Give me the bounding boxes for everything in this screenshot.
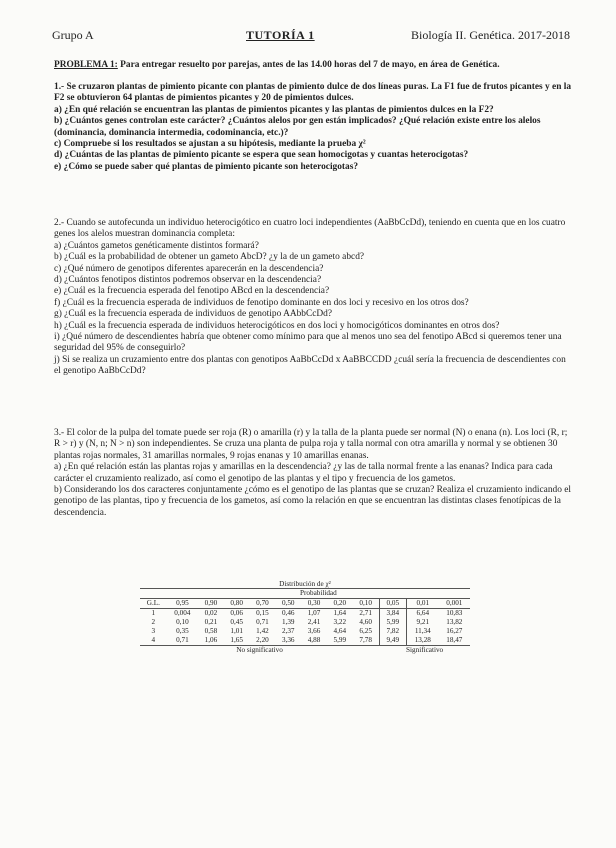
chi-value-cell: 6,25 xyxy=(359,627,372,635)
q1-e: e) ¿Cómo se puede saber qué plantas de pimiento picante son heterocigotas? xyxy=(54,161,359,172)
q1-d: d) ¿Cuántas de las plantas de pimiento picante se espera que sean homocigotas y cuantas heterocigotas? xyxy=(54,150,469,161)
chi-prob-header: 0,95 xyxy=(176,599,189,607)
chi-value-cell: 11,34 xyxy=(414,627,431,635)
chi-value-cell: 0,45 xyxy=(230,618,243,626)
chi-value-cell: 3,66 xyxy=(307,627,321,635)
chi-value-cell: 9,49 xyxy=(379,636,406,646)
chi-value-cell: 9,21 xyxy=(416,618,430,626)
chi-value-cell: 0,10 xyxy=(176,618,189,626)
problem-instructions: Para entregar resuelto por parejas, antes de las 14.00 horas del 7 de mayo, en área de Genética. xyxy=(120,60,500,70)
chi-value-cell: 5,99 xyxy=(333,636,347,644)
chi-value-cell: 1,42 xyxy=(256,627,269,635)
chi-df-value: 3 xyxy=(151,627,156,635)
chi-value-cell: 0,35 xyxy=(176,627,189,635)
chi-value-cell: 2,20 xyxy=(256,636,269,644)
chi-table-row xyxy=(140,627,470,636)
q2-intro: 2.- Cuando se autofecunda un individuo heterocigótico en cuatro loci independientes (AaBbCcDd), teniendo en cuenta que en los cuatro genes los alelos muestran dominancia completa: xyxy=(54,218,566,240)
chi-prob-header: 0,10 xyxy=(359,599,372,607)
chi-value-cell: 2,37 xyxy=(281,627,295,635)
chi-value-cell: 0,15 xyxy=(256,609,269,617)
chi-value-cell: 1,65 xyxy=(230,636,243,644)
chi-prob-label: Probabilidad xyxy=(299,589,337,597)
chi-value-cell: 0,06 xyxy=(230,609,243,617)
chi-table-row xyxy=(140,636,470,646)
chi-value-cell: 0,58 xyxy=(204,627,218,635)
q3-b: b) Considerando los dos caracteres conjuntamente ¿cómo es el genotipo de las plantas que se cruzan? Realiza el cruzamiento indicando el genotipo de las plantas, tipo y frecuencia de los gametos, así como la relación en que se encuentran las distintas clases fenotípicas de la descendencia. xyxy=(54,485,571,518)
chi-value-cell: 18,47 xyxy=(446,636,463,644)
chi-prob-header: 0,50 xyxy=(281,599,295,607)
chi-value-cell: 1,39 xyxy=(281,618,295,626)
problem-label: PROBLEMA 1: xyxy=(54,60,118,70)
group-label: Grupo A xyxy=(52,28,94,42)
chi-value-cell: 5,99 xyxy=(379,618,406,627)
chi-table-title: Distribución de χ² xyxy=(279,580,331,588)
chi-value-cell: 4,60 xyxy=(359,618,372,626)
chi-value-cell: 13,28 xyxy=(414,636,431,644)
chi-prob-header: 0,80 xyxy=(230,599,243,607)
chi-square-table xyxy=(140,580,470,655)
chi-prob-row xyxy=(140,599,470,609)
chi-value-cell: 16,27 xyxy=(446,627,463,635)
chi-value-cell: 1,06 xyxy=(204,636,218,644)
chi-prob-header: 0,001 xyxy=(446,599,463,607)
chi-value-cell: 1,64 xyxy=(333,609,347,617)
q3-a: a) ¿En qué relación están las plantas rojas y amarillas en la descendencia? ¿y las de talla normal frente a las enanas? Indica para cada carácter el cruzamiento realizado, así como el genotipo de las plantas y el tipo y frecuencia de los gametos. xyxy=(54,462,553,484)
q2-b: b) ¿Cuál es la probabilidad de obtener un gameto AbcD? ¿y la de un gameto abcd? xyxy=(54,252,365,263)
chi-prob-header: 0,01 xyxy=(416,599,430,607)
chi-value-cell: 13,82 xyxy=(446,618,463,626)
chi-value-cell: 3,36 xyxy=(281,636,295,644)
chi-value-cell: 6,64 xyxy=(416,609,430,617)
q1-c: c) Compruebe si los resultados se ajustan a su hipótesis, mediante la prueba χ² xyxy=(54,139,366,150)
chi-prob-header: 0,70 xyxy=(256,599,269,607)
chi-significant: Significativo xyxy=(406,646,444,654)
q1-a: a) ¿En qué relación se encuentran las plantas de pimientos picantes y las plantas de pimientos dulces en la F2? xyxy=(54,104,494,115)
q2-h: h) ¿Cuál es la frecuencia esperada de individuos heterocigóticos en dos loci y homocigóticos dominantes en otros dos? xyxy=(54,320,500,331)
chi-df-value: 2 xyxy=(151,618,156,626)
q2-e: e) ¿Cuál es la frecuencia esperada del fenotipo ABcd en la descendencia? xyxy=(54,286,330,297)
chi-value-cell: 2,41 xyxy=(307,618,321,626)
question-3 xyxy=(54,428,572,519)
chi-not-significant: No significativo xyxy=(236,646,283,654)
q3-intro: 3.- El color de la pulpa del tomate puede ser roja (R) o amarilla (r) y la talla de la planta puede ser normal (N) o enana (n). Los loci (R, r; R > r) y (N, n; N > n) son independientes. Se cruza una planta de pulpa roja y talla normal con otra amarilla y normal y se obtienen 30 plantas rojas normales, 31 amarillas normales, 9 rojas enanas y 10 amarillas enanas. xyxy=(54,428,568,461)
chi-df-value: 4 xyxy=(151,636,156,644)
q2-f: f) ¿Cuál es la frecuencia esperada de individuos de fenotipo dominante en dos loci y recesivo en los otros dos? xyxy=(54,297,469,308)
chi-value-cell: 7,82 xyxy=(379,627,406,636)
q1-b: b) ¿Cuántos genes controlan este carácter? ¿Cuántos alelos por gen están implicados? ¿Qué relación existe entre los alelos (dominancia, dominancia intermedia, codominancia, etc.)? xyxy=(54,116,541,138)
chi-value-cell: 3,22 xyxy=(333,618,347,626)
q2-g: g) ¿Cuál es la frecuencia esperada de individuos de genotipo AAbbCcDd? xyxy=(54,309,333,320)
chi-value-cell: 4,64 xyxy=(333,627,347,635)
chi-value-cell: 0,46 xyxy=(281,609,295,617)
q2-i: i) ¿Qué número de descendientes habría que obtener como mínimo para que al menos uno sea del fenotipo ABcd si queremos tener una seguridad del 95% de conseguirlo? xyxy=(54,332,562,354)
chi-value-cell: 0,21 xyxy=(204,618,218,626)
chi-table-body xyxy=(140,609,470,646)
chi-value-cell: 1,07 xyxy=(307,609,321,617)
chi-value-cell: 4,88 xyxy=(307,636,321,644)
question-2 xyxy=(54,218,572,378)
q2-d: d) ¿Cuántos fenotipos distintos podremos observar en la descendencia? xyxy=(54,275,322,286)
page-title: TUTORÍA 1 xyxy=(246,28,315,42)
chi-value-cell: 7,78 xyxy=(359,636,372,644)
chi-value-cell: 0,71 xyxy=(256,618,269,626)
chi-prob-header: 0,30 xyxy=(307,599,321,607)
q2-a: a) ¿Cuántos gametos genéticamente distintos formará? xyxy=(54,240,259,251)
problem-heading xyxy=(54,60,572,71)
chi-table-row xyxy=(140,609,470,619)
chi-value-cell: 0,71 xyxy=(176,636,189,644)
chi-value-cell: 1,01 xyxy=(230,627,243,635)
chi-value-cell: 3,84 xyxy=(379,609,406,619)
chi-df-label: G.L. xyxy=(146,599,160,607)
q2-c: c) ¿Qué número de genotipos diferentes aparecerán en la descendencia? xyxy=(54,263,324,274)
chi-prob-header: 0,90 xyxy=(204,599,218,607)
chi-value-cell: 10,83 xyxy=(446,609,463,617)
question-1 xyxy=(54,82,572,173)
chi-prob-header: 0,05 xyxy=(379,599,406,609)
chi-df-value: 1 xyxy=(151,609,156,617)
chi-table-row xyxy=(140,618,470,627)
chi-prob-header: 0,20 xyxy=(333,599,347,607)
course-label: Biología II. Genética. 2017-2018 xyxy=(411,28,570,42)
chi-table-grid xyxy=(140,588,470,655)
q1-intro: 1.- Se cruzaron plantas de pimiento picante con plantas de pimiento dulce de dos líneas puras. La F1 fue de frutos picantes y en la F2 se obtuvieron 64 plantas de pimientos picantes y 20 de pimientos dulces. xyxy=(54,82,572,104)
chi-value-cell: 0,004 xyxy=(174,609,191,617)
q2-j: j) Si se realiza un cruzamiento entre dos plantas con genotipos AaBbCcDd x AaBBCCDD ¿cuál sería la frecuencia de descendientes con el genotipo AaBbCcDd? xyxy=(54,354,566,377)
chi-value-cell: 2,71 xyxy=(359,609,372,617)
chi-value-cell: 0,02 xyxy=(204,609,218,617)
